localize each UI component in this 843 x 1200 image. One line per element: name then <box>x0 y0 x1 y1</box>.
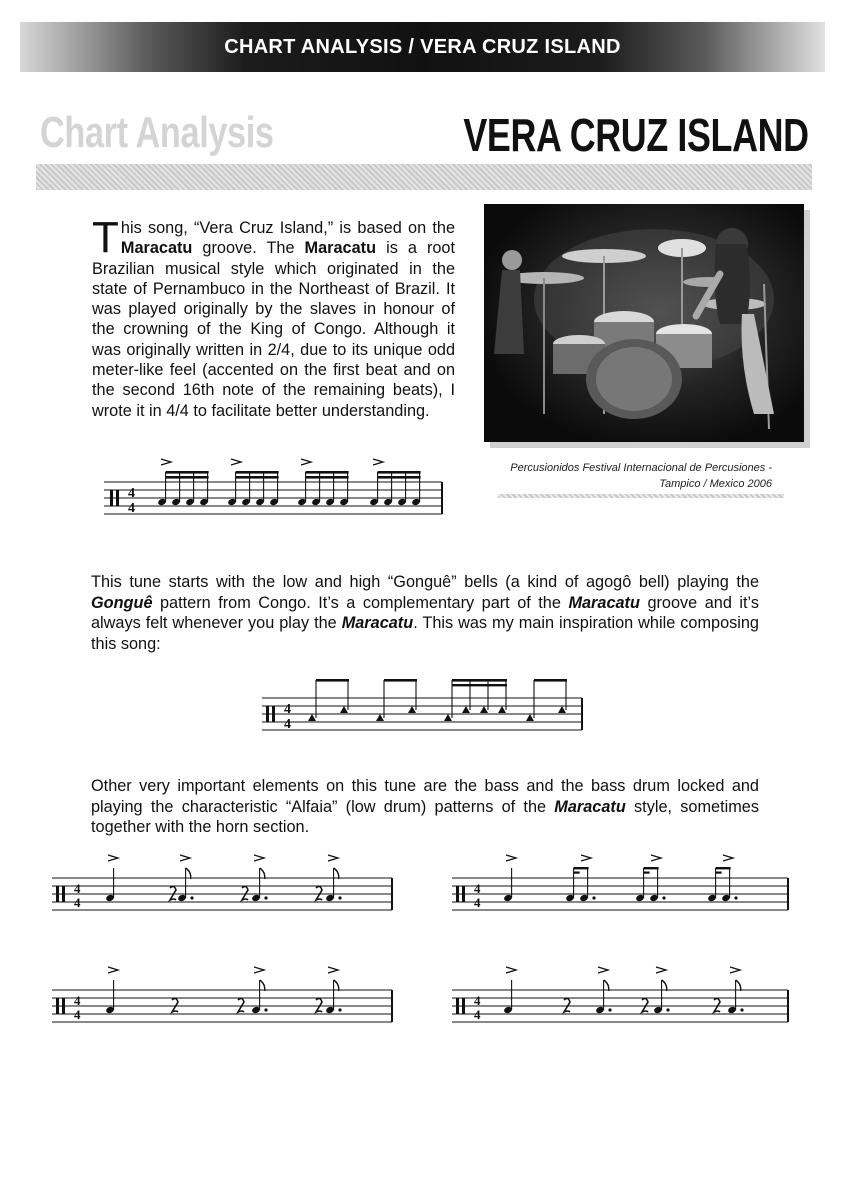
dot <box>592 896 595 899</box>
accent-mark <box>108 855 118 861</box>
rest <box>242 886 248 900</box>
flag <box>334 980 339 991</box>
alfaia-pattern-4-notation <box>452 964 792 1026</box>
time-sig-top: 4 <box>284 702 291 717</box>
percussion-clef <box>456 998 459 1014</box>
flag <box>260 980 265 991</box>
rest <box>172 998 178 1012</box>
flag <box>186 868 191 879</box>
accent-mark <box>723 855 733 861</box>
accent-mark <box>598 967 608 973</box>
dot <box>608 1008 611 1011</box>
accent-mark <box>730 967 740 973</box>
gongue-pattern-notation <box>262 670 584 740</box>
time-sig-bottom: 4 <box>474 1007 481 1022</box>
bell-note <box>376 714 384 721</box>
time-sig-bottom: 4 <box>474 895 481 910</box>
time-sig-bottom: 4 <box>74 895 81 910</box>
time-sig-top: 4 <box>128 486 135 501</box>
accent-mark <box>328 967 338 973</box>
time-sig-top: 4 <box>474 993 481 1008</box>
bell-note <box>444 714 452 721</box>
rest <box>564 998 570 1012</box>
beam-secondary <box>166 476 209 479</box>
flag <box>736 980 741 991</box>
accent-mark <box>506 967 516 973</box>
beam <box>644 867 659 869</box>
rest <box>316 998 322 1012</box>
bell-note <box>462 706 470 713</box>
intro-text-3: is a root Brazilian musical style which originated in the state of Pernambuco in the Northeast of Brazil. It was played originally by the slaves in honour of the crowning of the King of Congo. Although it was originally written in 2/4, due to its unique odd meter-like feel (accented on the first beat and on the second 16th note of the remaining beats), I wrote it in 4/4 to facilitate better understanding. <box>92 239 455 420</box>
percussion-clef <box>62 998 65 1014</box>
accent-mark <box>254 967 264 973</box>
percussion-clef <box>62 886 65 902</box>
para3-text-2: style, sometimes together with the horn section. <box>91 797 759 837</box>
photo-caption-line-2: Tampico / Mexico 2006 <box>659 478 772 490</box>
section-label: Chart Analysis <box>40 108 274 157</box>
rest <box>316 886 322 900</box>
header-banner <box>20 22 825 72</box>
accent-mark <box>108 967 118 973</box>
beam <box>452 679 507 682</box>
time-sig-bottom: 4 <box>74 1007 81 1022</box>
drop-cap: T <box>92 213 119 262</box>
dot <box>190 896 193 899</box>
beam-primary <box>166 471 209 474</box>
beam-primary <box>236 471 279 474</box>
percussion-clef <box>462 886 465 902</box>
rest <box>238 998 244 1012</box>
percussion-clef <box>456 886 459 902</box>
dot <box>666 1008 669 1011</box>
accent-mark <box>180 855 190 861</box>
accent-mark <box>506 855 516 861</box>
time-sig-bottom: 4 <box>128 501 135 516</box>
dot <box>338 896 341 899</box>
dot <box>338 1008 341 1011</box>
dot <box>740 1008 743 1011</box>
beam-secondary <box>378 476 421 479</box>
bell-note <box>526 714 534 721</box>
para3-bold-maracatu: Maracatu <box>554 797 626 816</box>
flag <box>334 868 339 879</box>
intro-bold-maracatu-1: Maracatu <box>120 239 193 258</box>
accent-mark <box>254 855 264 861</box>
accent-mark <box>651 855 661 861</box>
time-sig-top: 4 <box>74 993 81 1008</box>
rest <box>642 998 648 1012</box>
flag <box>260 868 265 879</box>
accent-mark <box>231 459 241 465</box>
dot <box>662 896 665 899</box>
intro-text-1: his song, “Vera Cruz Island,” is based on the <box>120 219 455 237</box>
rest <box>714 998 720 1012</box>
para2-text-4: . This was my main inspiration while composing this song: <box>91 614 759 654</box>
photo-caption <box>490 460 772 492</box>
beam <box>534 679 567 682</box>
maracatu-accent-notation <box>104 460 444 530</box>
beam <box>384 679 417 682</box>
beam-primary <box>306 471 349 474</box>
intro-text-2: groove. The <box>192 239 305 258</box>
accent-mark <box>656 967 666 973</box>
drum-kit-illustration <box>484 204 804 442</box>
percussion-clef-bar-1 <box>110 490 113 506</box>
beam-secondary <box>236 476 279 479</box>
beam-secondary <box>574 872 580 874</box>
para2-text-1: This tune starts with the low and high “Gonguê” bells (a kind of agogô bell) playing the <box>91 573 759 591</box>
alfaia-pattern-1-notation <box>52 852 394 914</box>
staff <box>452 855 788 910</box>
beam-secondary <box>306 476 349 479</box>
gongue-paragraph <box>91 572 759 655</box>
beam <box>316 679 349 682</box>
rest <box>170 886 176 900</box>
flag <box>604 980 609 991</box>
staff <box>452 967 788 1022</box>
para2-text-3: groove and it’s always felt whenever you play the <box>91 593 760 633</box>
photo-caption-line-1: Percusionidos Festival Internacional de Percusiones - <box>510 462 772 474</box>
time-sig-bottom: 4 <box>284 717 291 732</box>
para3-text-1: Other very important elements on this tune are the bass and the bass drum locked and playing the characteristic “Alfaia” (low drum) patterns of the <box>91 777 759 816</box>
para2-text-2: pattern from Congo. It’s a complementary part of the <box>152 593 569 612</box>
title-divider <box>36 164 812 190</box>
accent-mark <box>373 459 383 465</box>
alfaia-pattern-2-notation <box>452 852 792 914</box>
beam-secondary <box>716 872 722 874</box>
accent-mark <box>328 855 338 861</box>
percussion-clef <box>462 998 465 1014</box>
para2-bold-maracatu-1: Maracatu <box>568 593 640 612</box>
percussion-clef <box>56 886 59 902</box>
accent-mark <box>581 855 591 861</box>
bell-note <box>340 706 348 713</box>
time-sig-top: 4 <box>74 881 81 896</box>
para2-bold-gongue: Gonguê <box>91 593 153 612</box>
beam <box>574 867 589 869</box>
staff <box>52 855 392 910</box>
song-title: VERA CRUZ ISLAND <box>463 109 809 161</box>
beam-secondary <box>452 684 507 686</box>
percussion-clef <box>56 998 59 1014</box>
beam-secondary <box>644 872 650 874</box>
caption-divider <box>498 494 784 498</box>
dot <box>264 896 267 899</box>
bell-note <box>558 706 566 713</box>
staff <box>52 967 392 1022</box>
bell-note <box>408 706 416 713</box>
percussion-clef-bar-2 <box>116 490 119 506</box>
accent-mark <box>161 459 171 465</box>
beam-primary <box>378 471 421 474</box>
dot <box>264 1008 267 1011</box>
accent-mark <box>301 459 311 465</box>
bell-note <box>480 706 488 713</box>
dot <box>734 896 737 899</box>
banner-title: CHART ANALYSIS / VERA CRUZ ISLAND <box>224 35 621 58</box>
intro-bold-maracatu-2: Maracatu <box>304 239 377 258</box>
flag <box>662 980 667 991</box>
alfaia-pattern-3-notation <box>52 964 394 1026</box>
bell-note <box>308 714 316 721</box>
drummer-photo <box>484 204 804 442</box>
bell-note <box>498 706 506 713</box>
time-sig-top: 4 <box>474 881 481 896</box>
para2-bold-maracatu-2: Maracatu <box>341 614 414 633</box>
beam <box>716 867 731 869</box>
intro-paragraph <box>92 213 455 421</box>
alfaia-paragraph <box>91 776 759 838</box>
